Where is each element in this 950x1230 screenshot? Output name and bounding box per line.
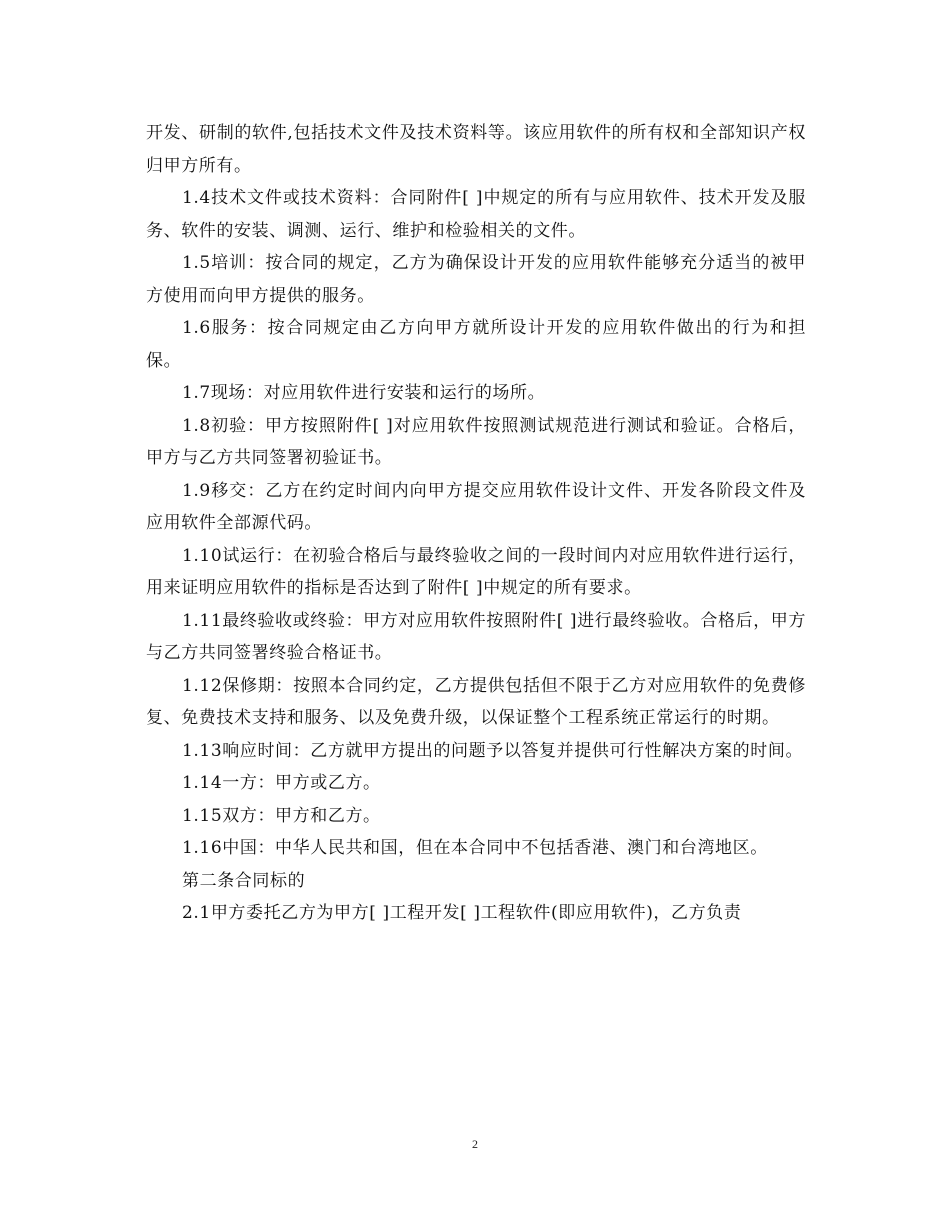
paragraph: 1.9移交：乙方在约定时间内向甲方提交应用软件设计文件、开发各阶段文件及应用软件全部源代码。: [146, 480, 806, 533]
paragraph: 2.1甲方委托乙方为甲方[ ]工程开发[ ]工程软件(即应用软件)，乙方负责: [182, 903, 742, 923]
paragraph: 1.6服务：按合同规定由乙方向甲方就所设计开发的应用软件做出的行为和担保。: [146, 318, 806, 371]
paragraph: 1.13响应时间：乙方就甲方提出的问题予以答复并提供可行性解决方案的时间。: [182, 740, 804, 761]
section-heading: 第二条合同标的: [182, 870, 306, 891]
paragraph: 1.15双方：甲方和乙方。: [182, 805, 381, 826]
paragraph: 1.11最终验收或终验：甲方对应用软件按照附件[ ]进行最终验收。合格后，甲方与乙方共同签署终验合格证书。: [146, 610, 806, 663]
paragraph: 1.16中国：中华人民共和国，但在本合同中不包括香港、澳门和台湾地区。: [182, 838, 768, 858]
paragraph: 1.12保修期：按照本合同约定，乙方提供包括但不限于乙方对应用软件的免费修复、免费技术支持和服务、以及免费升级，以保证整个工程系统正常运行的时期。: [146, 675, 806, 728]
paragraph: 1.10试运行：在初验合格后与最终验收之间的一段时间内对应用软件进行运行，用来证明应用软件的指标是否达到了附件[ ]中规定的所有要求。: [146, 545, 806, 598]
paragraph: 1.7现场：对应用软件进行安装和运行的场所。: [182, 383, 546, 403]
paragraph: 1.4技术文件或技术资料：合同附件[ ]中规定的所有与应用软件、技术开发及服务、软件的安装、调测、运行、维护和检验相关的文件。: [146, 188, 806, 241]
document-body: [146, 117, 806, 930]
paragraph: 开发、研制的软件,包括技术文件及技术资料等。该应用软件的所有权和全部知识产权归甲方所有。: [146, 123, 806, 176]
paragraph: 1.14一方：甲方或乙方。: [182, 773, 381, 793]
paragraph: 1.5培训：按合同的规定，乙方为确保设计开发的应用软件能够充分适当的被甲方使用而向甲方提供的服务。: [146, 253, 806, 306]
paragraph: 1.8初验：甲方按照附件[ ]对应用软件按照测试规范进行测试和验证。合格后，甲方与乙方共同签署初验证书。: [146, 415, 806, 468]
page-number: 2: [472, 1137, 478, 1151]
